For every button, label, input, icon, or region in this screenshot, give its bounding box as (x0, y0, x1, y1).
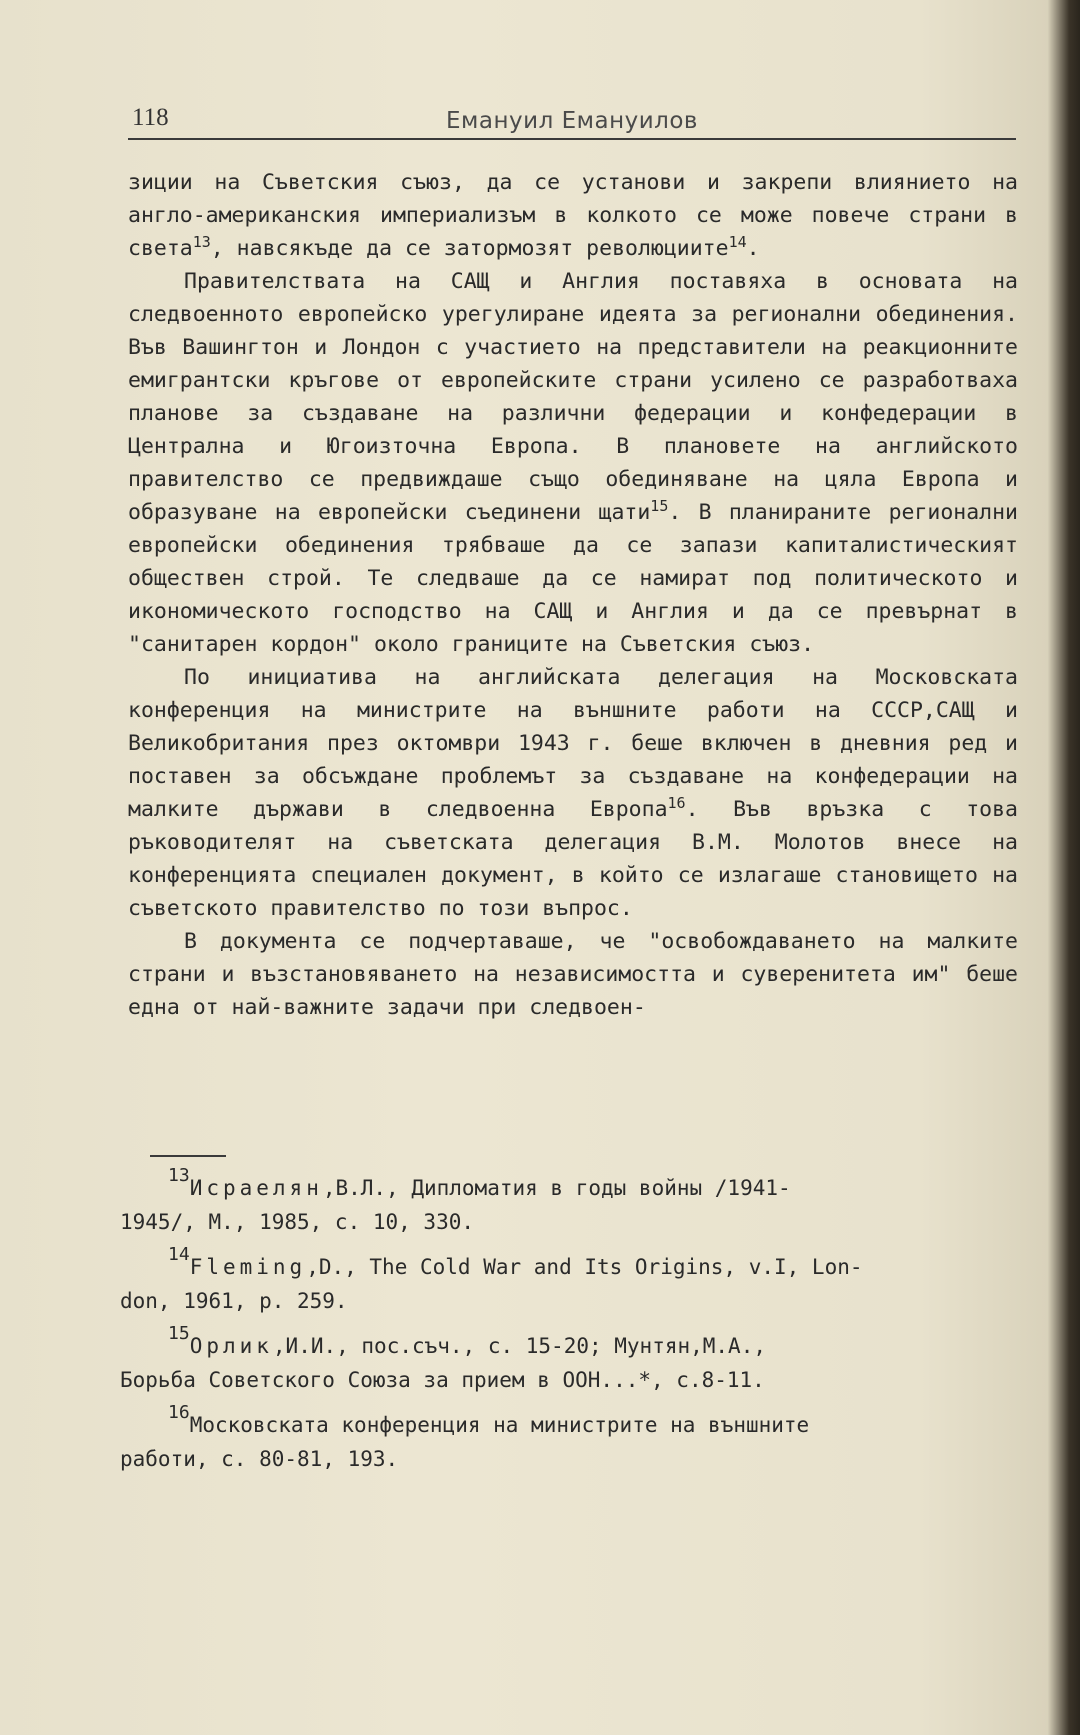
footnote-author: Орлик (189, 1334, 273, 1358)
footnote-number: 15 (168, 1323, 190, 1344)
page-header (128, 100, 1016, 140)
page-number: 118 (132, 104, 169, 131)
p1-text-c: . (746, 236, 760, 261)
footnote-ref-16: 16 (667, 793, 686, 812)
p3-text-b: . Във връзка с това ръководителят на съветската делегация В.М. Молотов внесе на конференцията специален документ, в който се излагаше становището на съветското правителство по този въпрос. (128, 797, 1018, 921)
footnote-14 (120, 1244, 1010, 1318)
footnote-text-cont: don, 1961, p. 259. (120, 1289, 348, 1313)
footnote-author: Fleming (189, 1255, 307, 1279)
footnote-13 (120, 1165, 1010, 1239)
footnotes (120, 1165, 1010, 1488)
footnote-15 (120, 1323, 1010, 1397)
footnote-16 (120, 1402, 1010, 1476)
footnote-ref-14: 14 (728, 232, 747, 251)
footnote-text: Московската конференция на министрите на външните (189, 1413, 810, 1437)
footnote-text: ,D., The Cold War and Its Origins, v.I, Lon- (306, 1255, 863, 1279)
footnote-ref-13: 13 (192, 232, 211, 251)
footnote-text-cont: работи, с. 80-81, 193. (120, 1447, 399, 1471)
footnote-text: ,И.И., пос.съч., с. 15-20; Мунтян,М.А., (272, 1334, 766, 1358)
footnote-number: 16 (168, 1402, 190, 1423)
p3-text-a: По инициатива на английската делегация на Московската конференция на министрите на външните работи на СССР,САЩ и Великобритания през октомври 1943 г. беше включен в дневния ред и поставен за обсъждане проблемът за създаване на конфедерации на малките държави в следвоенна Европа (128, 665, 1018, 822)
footnote-author: Исраелян (189, 1176, 323, 1200)
footnote-number: 13 (168, 1165, 190, 1186)
paragraph-4: В документа се подчертаваше, че "освобождаването на малките страни и възстановяването на независимостта и суверенитета им" беше една от най-важните задачи при следвоен- (128, 929, 1018, 1020)
footnote-text: ,В.Л., Дипломатия в годы войны /1941- (322, 1176, 791, 1200)
footnote-number: 14 (168, 1244, 190, 1265)
p1-text-a: зиции на Съветския съюз, да се установи и закрепи влиянието на англо-американския империализъм в колкото се може повече страни в света (128, 170, 1018, 261)
footnote-text-cont: 1945/, М., 1985, с. 10, 330. (120, 1210, 475, 1234)
body-text (128, 166, 1018, 1024)
running-head: Емануил Емануилов (446, 108, 698, 134)
paragraph-1 (128, 166, 1018, 265)
footnote-text-cont: Борьба Советского Союза за прием в ООН...*, с.8-11. (120, 1368, 765, 1392)
p1-text-b: , навсякъде да се затормозят революциите (210, 236, 729, 261)
paragraph-2 (128, 265, 1018, 661)
footnote-ref-15: 15 (650, 496, 669, 515)
paragraph-3 (128, 661, 1018, 925)
p2-text-a: Правителствата на САЩ и Англия поставяха в основата на следвоенното европейско урегулиране идеята за регионални обединения. Във Вашингтон и Лондон с участието на представители на реакционните емигрантски кръгове от европейските страни усилено се разработваха планове за създаване на различни федерации и конфедерации в Централна и Югоизточна Европа. В плановете на английското правителство се предвиждаше също обединяване на цяла Европа и образуване на европейски съединени щати (128, 269, 1018, 525)
p2-text-b: . В планираните регионални европейски обединения трябваше да се запази капиталистическият обществен строй. Те следваше да се намират под политическото и икономическото господство на САЩ и Англия и да се превърнат в "санитарен кордон" около границите на Съветския съюз. (128, 500, 1019, 657)
footnote-divider (150, 1155, 226, 1157)
